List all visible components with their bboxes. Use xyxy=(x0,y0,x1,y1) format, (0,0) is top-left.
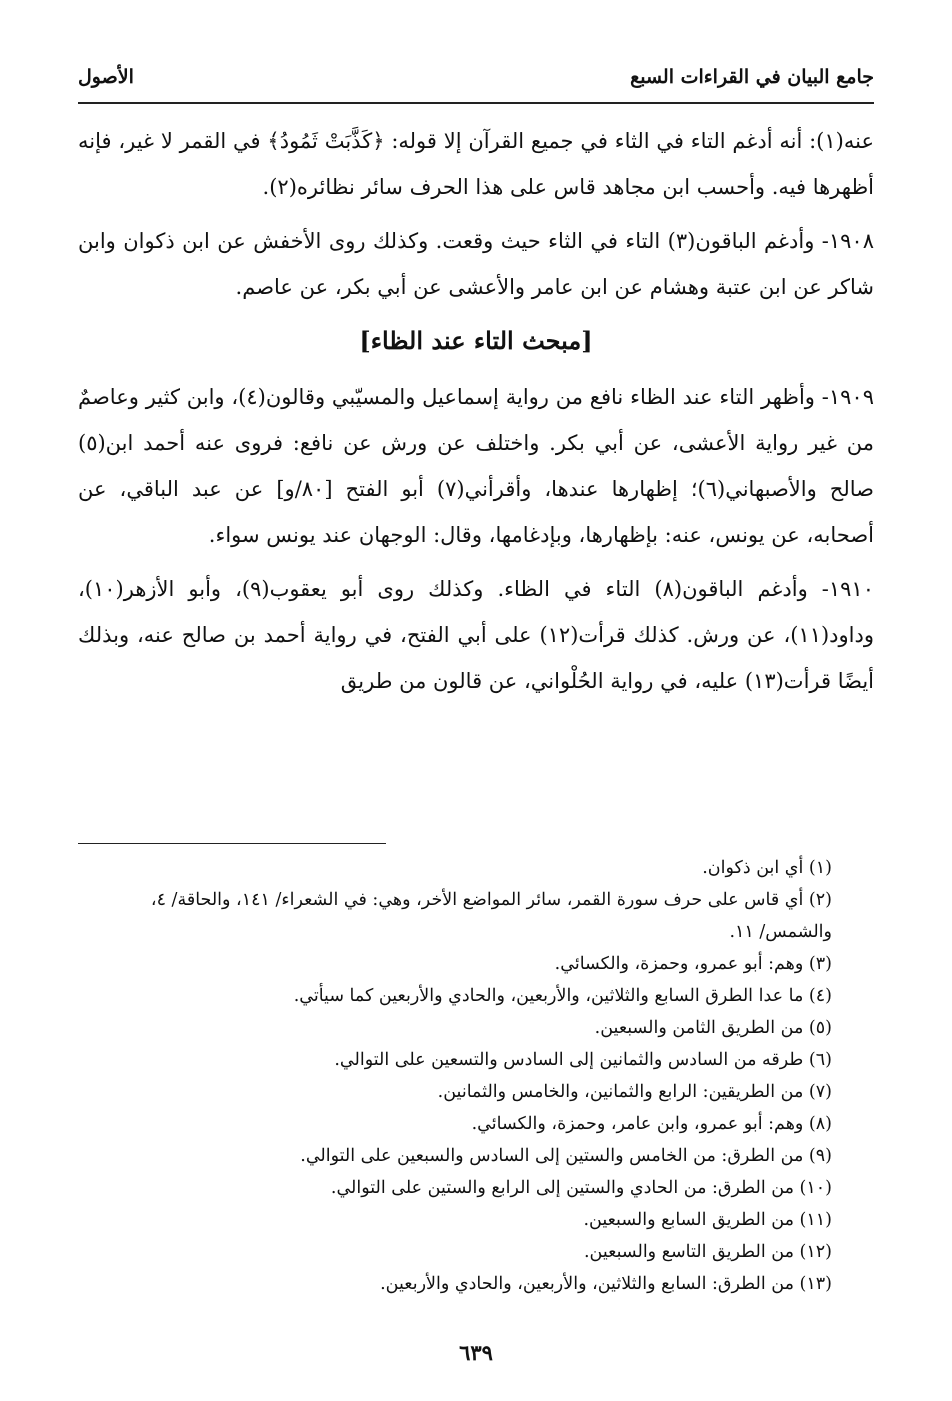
footnote: (٨) وهم: أبو عمرو، وابن عامر، وحمزة، والكسائي. xyxy=(471,1114,832,1134)
footnote: (١٠) من الطرق: من الحادي والستين إلى الرابع والستين على التوالي. xyxy=(330,1178,832,1198)
footnote: (١٣) من الطرق: السابع والثلاثين، والأربعين، والحادي والأربعين. xyxy=(380,1274,832,1294)
main-text xyxy=(78,118,874,712)
section-title: الأصول xyxy=(78,66,134,88)
footnote: (٣) وهم: أبو عمرو، وحمزة، والكسائي. xyxy=(554,954,832,974)
footnote-divider xyxy=(78,843,386,844)
footnote: (٥) من الطريق الثامن والسبعين. xyxy=(594,1018,832,1038)
footnote: (٤) ما عدا الطرق السابع والثلاثين، والأربعين، والحادي والأربعين كما سيأتي. xyxy=(293,986,832,1006)
page-number: ٦٣٩ xyxy=(459,1340,493,1365)
footnote: (٧) من الطريقين: الرابع والثمانين، والخامس والثمانين. xyxy=(437,1082,832,1102)
footnote: (١١) من الطريق السابع والسبعين. xyxy=(583,1210,832,1230)
footnote: (٦) طرقه من السادس والثمانين إلى السادس والتسعين على التوالي. xyxy=(334,1050,832,1070)
footnote: (١) أي ابن ذكوان. xyxy=(702,858,832,878)
paragraph: ١٩٠٨- وأدغم الباقون(٣) التاء في الثاء حيث وقعت. وكذلك روى الأخفش عن ابن ذكوان وابن شاكر عن ابن عتبة وهشام عن ابن عامر والأعشى عن أبي بكر، عن عاصم. xyxy=(78,229,874,299)
paragraph: ١٩١٠- وأدغم الباقون(٨) التاء في الظاء. وكذلك روى أبو يعقوب(٩)، وأبو الأزهر(١٠)، وداود(١١)، عن ورش. كذلك قرأت(١٢) على أبي الفتح، في رواية أحمد بن صالح عنه، وبذلك أيضًا قرأت(١٣) عليه، في رواية الحُلْواني، عن قالون من طريق xyxy=(78,577,874,693)
paragraph: عنه(١): أنه أدغم التاء في الثاء في جميع القرآن إلا قوله: ﴿كَذَّبَتْ ثَمُودُ﴾ في القمر لا غير، فإنه أظهرها فيه. وأحسب ابن مجاهد قاس على هذا الحرف سائر نظائره(٢). xyxy=(78,129,874,199)
footnote: (٩) من الطرق: من الخامس والستين إلى السادس والسبعين على التوالي. xyxy=(300,1146,832,1166)
book-title: جامع البيان في القراءات السبع xyxy=(630,66,874,88)
footnote: (٢) أي قاس على حرف سورة القمر، سائر المواضع الأخر، وهي: في الشعراء/ ١٤١، والحاقة/ ٤، والشمس/ ١١. xyxy=(150,890,832,942)
footnotes xyxy=(78,852,832,1300)
paragraph: ١٩٠٩- وأظهر التاء عند الظاء نافع من رواية إسماعيل والمسيّبي وقالون(٤)، وابن كثير وعاصمٌ من غير رواية الأعشى، عن أبي بكر. واختلف عن ورش عن نافع: فروى عنه أحمد ابن(٥) صالح والأصبهاني(٦)؛ إظهارها عندها، وأقرأني(٧) أبو الفتح [٨٠/و] عن عبد الباقي، عن أصحابه، عن يونس، عنه: بإظهارها، وبإدغامها، وقال: الوجهان عند يونس سواء. xyxy=(78,385,874,547)
footnote: (١٢) من الطريق التاسع والسبعين. xyxy=(583,1242,832,1262)
section-heading: [مبحث التاء عند الظاء] xyxy=(359,326,593,355)
running-header xyxy=(78,62,874,104)
